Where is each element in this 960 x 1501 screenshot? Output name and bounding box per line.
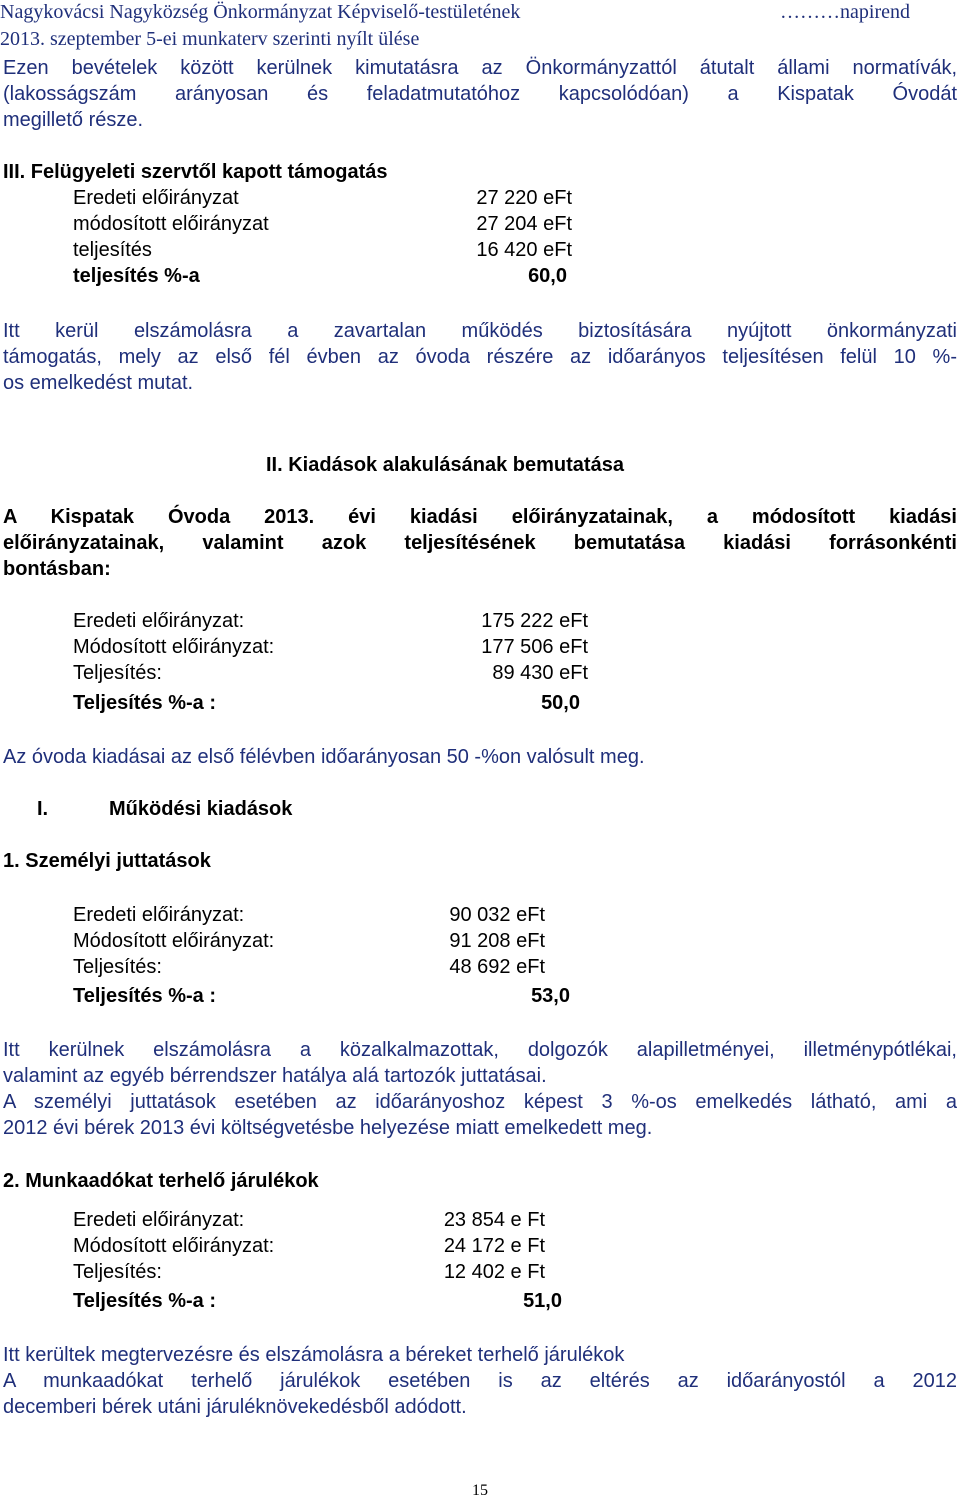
- contributions-row: [0, 1259, 960, 1285]
- personnel-row: [0, 928, 960, 954]
- row-label: Teljesítés %-a :: [73, 1290, 217, 1312]
- row-value: 53,0: [531, 985, 570, 1007]
- personnel-text-line: Itt kerülnek elszámolásra a közalkalmazottak, dolgozók alapilletményei, illetménypótlékai,: [3, 1039, 957, 1061]
- row-value: 177 506 eFt: [481, 636, 588, 658]
- row-label: Eredeti előirányzat:: [73, 610, 245, 632]
- expenses-row: [0, 608, 960, 634]
- expenses-row: [0, 634, 960, 660]
- row-value: 51,0: [523, 1290, 562, 1312]
- operating-numeral: I.: [37, 798, 49, 820]
- row-value: 16 420 eFt: [476, 239, 572, 261]
- contributions-row: [0, 1207, 960, 1233]
- row-label: Módosított előirányzat:: [73, 636, 275, 658]
- row-label: teljesítés: [73, 239, 152, 261]
- header-title: Nagykovácsi Nagyközség Önkormányzat Képviselő-testületének: [0, 1, 521, 23]
- row-value: 12 402 e Ft: [443, 1261, 545, 1283]
- operating-title: Működési kiadások: [109, 798, 293, 820]
- row-label: teljesítés %-a: [73, 265, 200, 287]
- expenses-heading: II. Kiadások alakulásának bemutatása: [266, 454, 624, 476]
- row-label: Teljesítés:: [73, 662, 162, 684]
- row-label: Teljesítés:: [73, 1261, 162, 1283]
- header-agenda: ………napirend: [780, 1, 910, 23]
- row-label: Teljesítés %-a :: [73, 692, 217, 714]
- row-label: Teljesítés:: [73, 956, 162, 978]
- intro-line: megillető része.: [3, 109, 144, 131]
- personnel-text-line: 2012 évi bérek 2013 évi költségvetésbe helyezése miatt emelkedett meg.: [3, 1117, 653, 1139]
- row-label: Módosított előirányzat:: [73, 930, 275, 952]
- section3-row: [0, 237, 960, 263]
- contributions-text-line: decemberi bérek utáni járuléknövekedésből adódott.: [3, 1396, 467, 1418]
- expenses-row-total: [0, 690, 960, 716]
- header-meeting: 2013. szeptember 5-ei munkaterv szerinti nyílt ülése: [0, 28, 420, 50]
- section3-row-total: [0, 263, 960, 289]
- row-label: Eredeti előirányzat:: [73, 904, 245, 926]
- contributions-text-line: Itt kerültek megtervezésre és elszámolásra a béreket terhelő járulékok: [3, 1344, 625, 1366]
- expenses-intro-line: előirányzatainak, valamint azok teljesítésének bemutatása kiadási forrásonkénti: [3, 532, 957, 554]
- row-value: 48 692 eFt: [449, 956, 545, 978]
- document-header: [0, 0, 960, 25]
- intro-line: (lakosságszám arányosan és feladatmutatóhoz kapcsolódóan) a Kispatak Óvodát: [3, 83, 957, 105]
- row-value: 60,0: [528, 265, 567, 287]
- contributions-text-line: A munkaadókat terhelő járulékok esetében is az eltérés az időarányostól a 2012: [3, 1370, 957, 1392]
- row-value: 50,0: [541, 692, 580, 714]
- contributions-row-total: [0, 1288, 960, 1314]
- section3-text-line: Itt kerül elszámolásra a zavartalan működés biztosítására nyújtott önkormányzati: [3, 320, 957, 342]
- row-label: Módosított előirányzat:: [73, 1235, 275, 1257]
- expenses-intro-line: bontásban:: [3, 558, 111, 580]
- expenses-row: [0, 660, 960, 686]
- row-label: módosított előirányzat: [73, 213, 269, 235]
- row-value: 91 208 eFt: [449, 930, 545, 952]
- row-value: 27 220 eFt: [476, 187, 572, 209]
- row-value: 89 430 eFt: [492, 662, 588, 684]
- personnel-text-line: valamint az egyéb bérrendszer hatálya alá tartozók juttatásai.: [3, 1065, 547, 1087]
- personnel-row: [0, 902, 960, 928]
- row-value: 175 222 eFt: [481, 610, 588, 632]
- personnel-row: [0, 954, 960, 980]
- page-number: 15: [472, 1482, 488, 1499]
- expenses-summary: Az óvoda kiadásai az első félévben időarányosan 50 -%on valósult meg.: [3, 746, 645, 768]
- section3-text-line: támogatás, mely az első fél évben az óvoda részére az időarányos teljesítésen felül 10 %-: [3, 346, 957, 368]
- contributions-heading: 2. Munkaadókat terhelő járulékok: [3, 1170, 319, 1192]
- section3-row: [0, 185, 960, 211]
- section3-heading: III. Felügyeleti szervtől kapott támogatás: [3, 161, 388, 183]
- row-value: 27 204 eFt: [476, 213, 572, 235]
- contributions-row: [0, 1233, 960, 1259]
- section3-text-line: os emelkedést mutat.: [3, 372, 194, 394]
- personnel-text-line: A személyi juttatások esetében az időarányoshoz képest 3 %-os emelkedés látható, ami a: [3, 1091, 957, 1113]
- intro-line: Ezen bevételek között kerülnek kimutatásra az Önkormányzattól átutalt állami normatívák,: [3, 57, 957, 79]
- section3-row: [0, 211, 960, 237]
- row-value: 90 032 eFt: [449, 904, 545, 926]
- expenses-intro-line: A Kispatak Óvoda 2013. évi kiadási előirányzatainak, a módosított kiadási: [3, 506, 957, 528]
- row-label: Teljesítés %-a :: [73, 985, 217, 1007]
- personnel-heading: 1. Személyi juttatások: [3, 850, 211, 872]
- personnel-row-total: [0, 983, 960, 1009]
- row-value: 24 172 e Ft: [443, 1235, 545, 1257]
- row-label: Eredeti előirányzat:: [73, 1209, 245, 1231]
- row-label: Eredeti előirányzat: [73, 187, 239, 209]
- row-value: 23 854 e Ft: [443, 1209, 545, 1231]
